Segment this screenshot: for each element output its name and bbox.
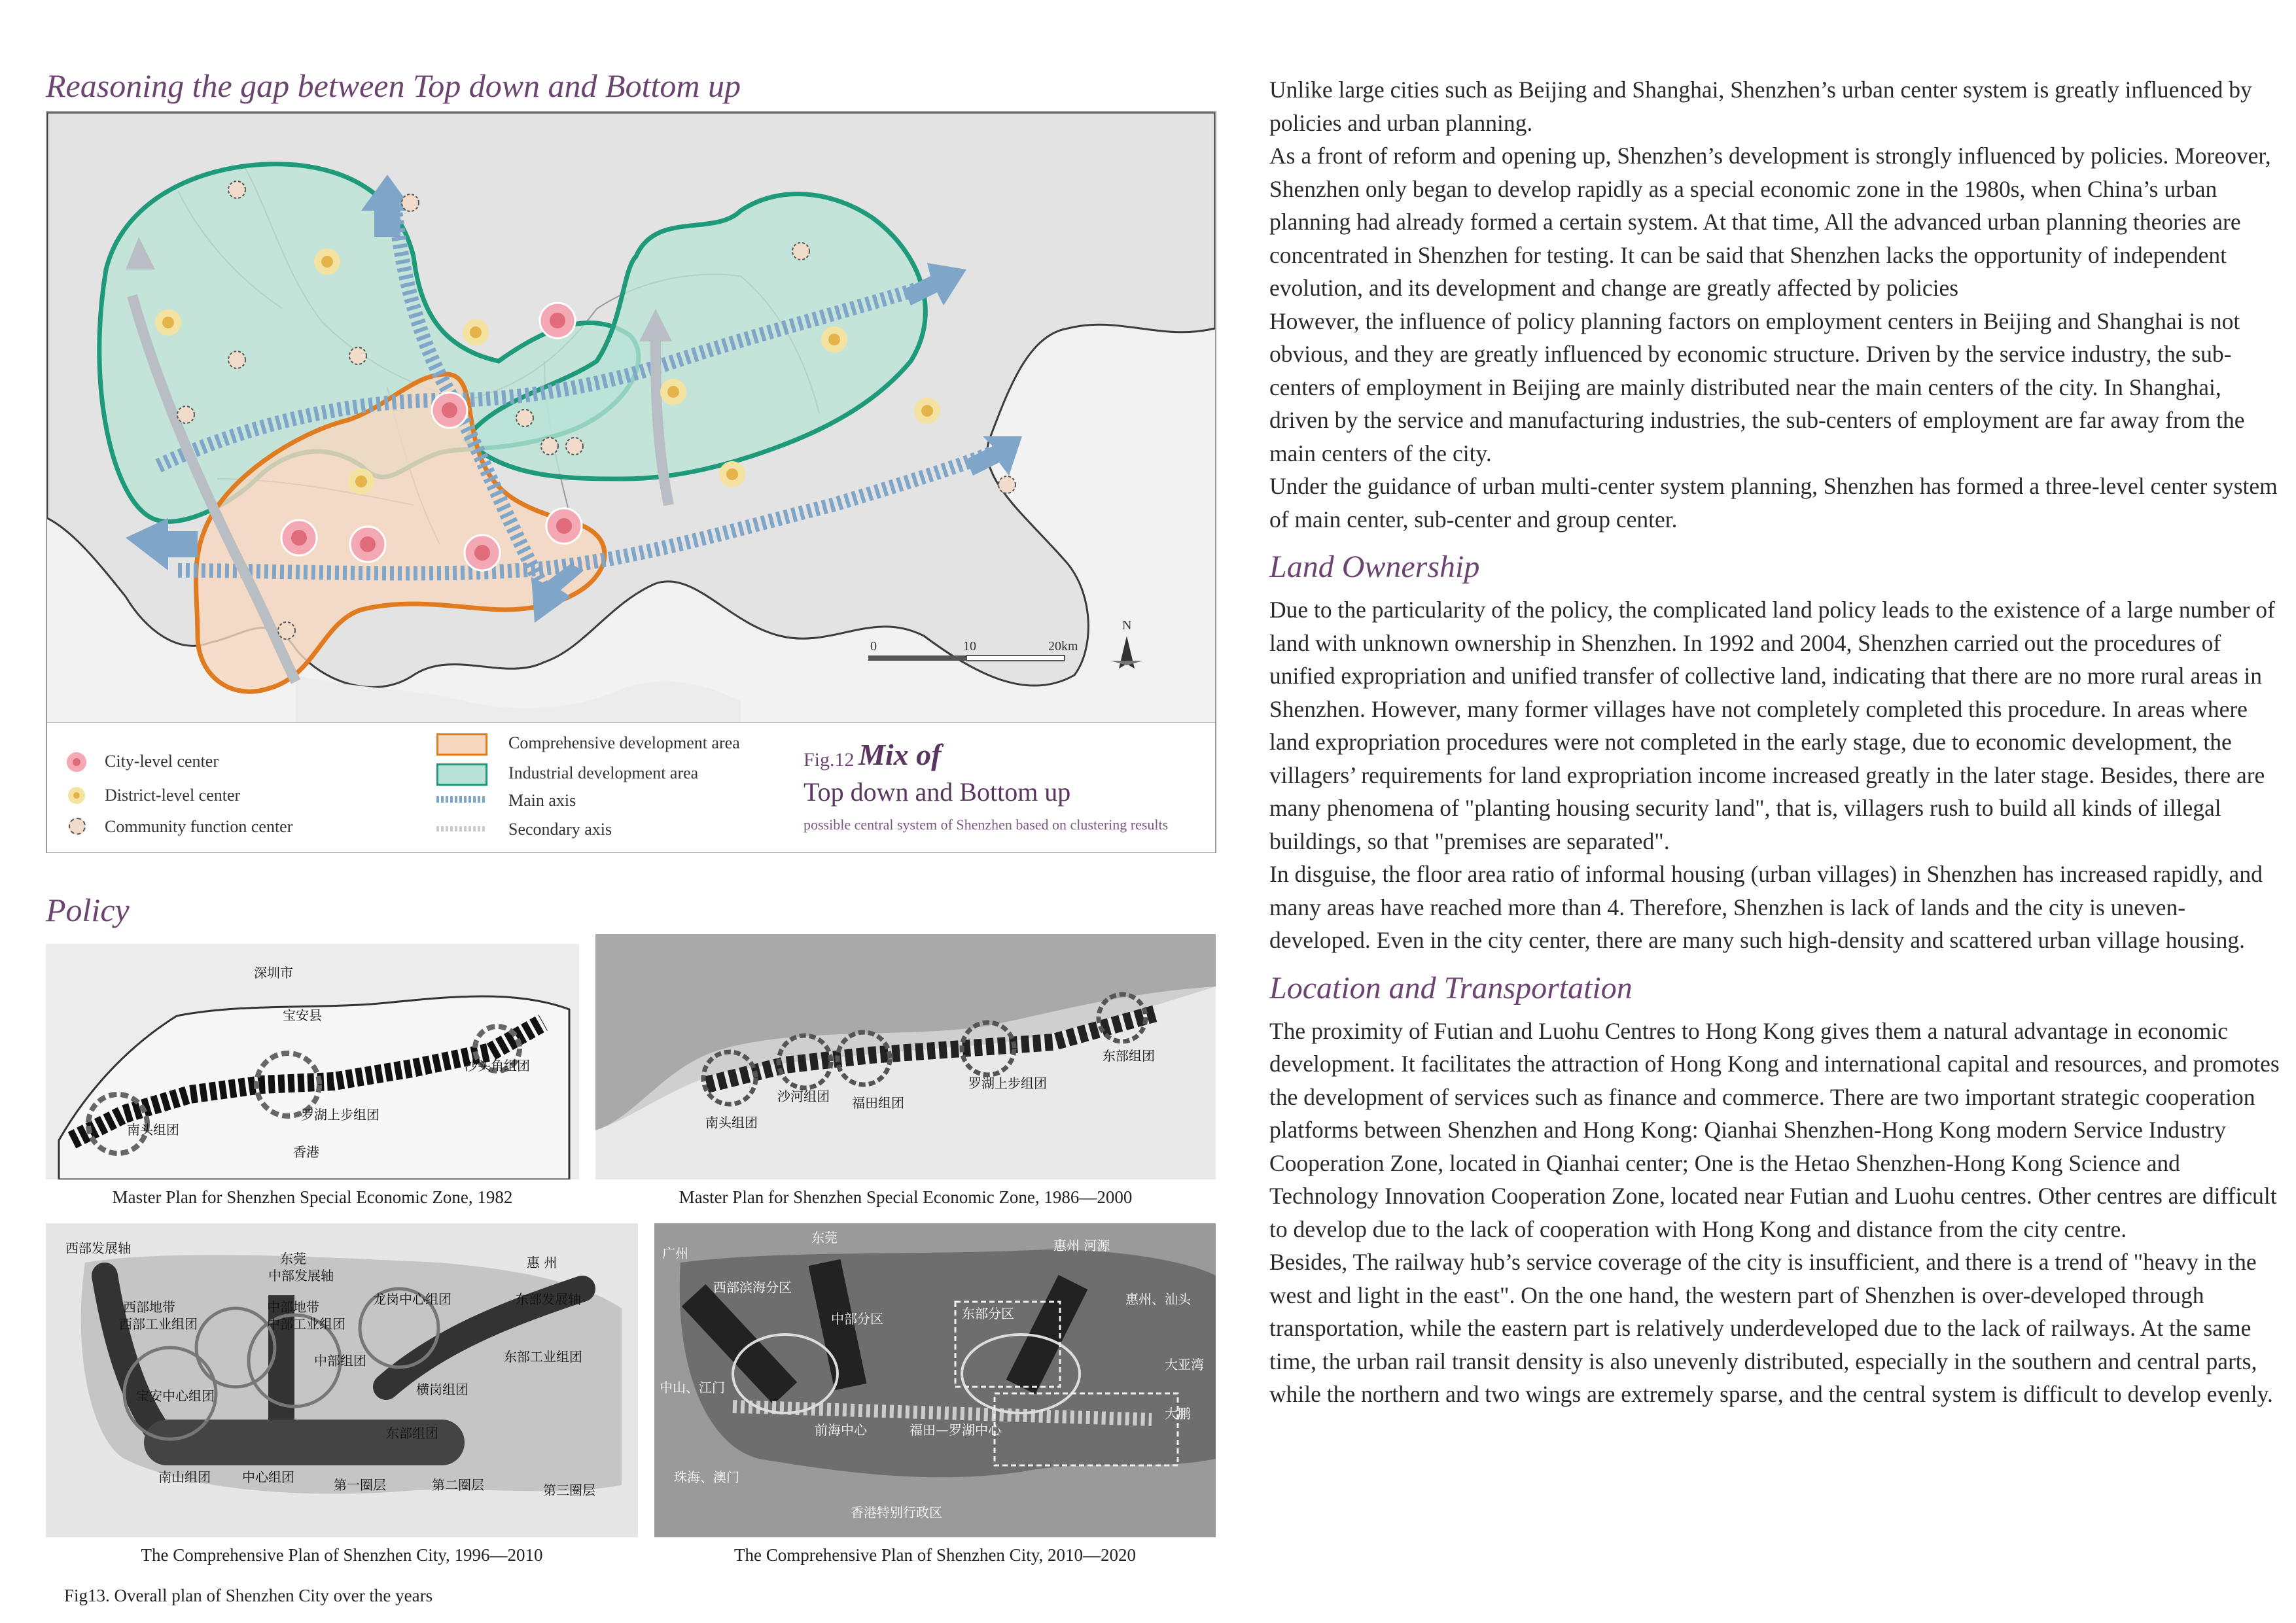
plan4-label-2: 惠州 河源 xyxy=(1053,1238,1110,1253)
shenzhen-center-map xyxy=(47,113,1215,722)
plan2-label-nantou: 南头组团 xyxy=(705,1115,758,1130)
north-label: N xyxy=(1122,618,1132,633)
land-paragraph-2: In disguise, the floor area ratio of informal housing (urban villages) in Shenzhen has increased rapidly, and many areas have reached more than 4. Therefore, Shenzhen is lack of lands and the city is uneven-developed. Even in the city center, there are many such high-density and scattered urban village housing. xyxy=(1269,861,2263,953)
scale-label-20: 20km xyxy=(1048,639,1078,654)
plan3-label-4: 西部地带 xyxy=(123,1299,175,1315)
city-center-symbol xyxy=(67,752,86,772)
plan1-caption: Master Plan for Shenzhen Special Economic Zone, 1982 xyxy=(112,1187,513,1207)
plan4-label-5: 东部分区 xyxy=(962,1306,1014,1321)
policy-paragraph: As a front of reform and opening up, Shenzhen’s development is strongly influenced by policies. Moreover, Shenzhen only began to develop rapidly as a special economic zone in the 1980s, when China’s urban planning had already formed a certain system. At that time, All the advanced urban planning theories are concentrated in Shenzhen for testing. It can be said that Shenzhen lacks the opportunity of independent evolution, and its development and change are greatly affected by policies xyxy=(1269,143,2271,301)
legend-industrial: Industrial development area xyxy=(508,763,699,782)
plan4-label-4: 中部分区 xyxy=(831,1311,883,1327)
plan2-label-futian: 福田组团 xyxy=(852,1095,904,1111)
plan2-label-dongbu: 东部组团 xyxy=(1103,1048,1155,1064)
fig13-caption: Fig13. Overall plan of Shenzhen City over the years xyxy=(64,1586,433,1605)
industrial-swatch xyxy=(436,763,487,786)
plan3-label-10: 东部工业组团 xyxy=(504,1349,582,1365)
plan3-label-16: 中心组团 xyxy=(242,1469,294,1485)
legend-comprehensive: Comprehensive development area xyxy=(508,733,740,752)
plan3-label-2: 惠 州 xyxy=(527,1255,557,1270)
plan4-caption: The Comprehensive Plan of Shenzhen City, 2010—2020 xyxy=(734,1545,1136,1565)
fig12-title-italic: Mix of xyxy=(858,738,942,771)
plan4-label-12: 珠海、澳门 xyxy=(674,1469,739,1485)
fig12-title-line2: Top down and Bottom up xyxy=(804,777,1071,807)
plan1-label-luohu: 罗湖上步组团 xyxy=(301,1107,380,1123)
legend-district-level: District-level center xyxy=(105,786,241,805)
scale-bar xyxy=(868,655,1065,661)
community-center-symbol xyxy=(69,818,86,835)
location-heading: Location and Transportation xyxy=(1269,970,1633,1005)
plan3-label-14: 东部组团 xyxy=(386,1425,438,1441)
policy-title: Policy xyxy=(46,892,130,928)
plan4-label-1: 东莞 xyxy=(811,1230,838,1246)
plan4-label-7: 中山、江门 xyxy=(660,1380,725,1395)
legend-main-axis: Main axis xyxy=(508,791,576,810)
plan3-label-7: 东部发展轴 xyxy=(516,1291,581,1307)
plan1-label-baoan: 宝安县 xyxy=(283,1007,322,1023)
plan-1986-image xyxy=(595,934,1216,1179)
comparison-paragraph: However, the influence of policy planning factors on employment centers in Beijing and Shanghai is not obvious, and they are greatly influenced by economic structure. Driven by the service industry, the sub-centers of employment in Beijing are mainly distributed near the main centers of the city. In Shanghai, driven by the service and manufacturing industries, the sub-centers of employment are far away from the main centers of the city. xyxy=(1269,307,2245,466)
fig12-prefix: Fig.12 xyxy=(804,749,855,771)
district-center-symbol xyxy=(68,787,85,804)
plan1-label-hongkong: 香港 xyxy=(293,1144,319,1160)
scale-label-10: 10 xyxy=(963,639,976,654)
plan4-label-6: 惠州、汕头 xyxy=(1125,1291,1191,1307)
plan3-label-19: 第三圈层 xyxy=(543,1482,595,1498)
plan1-label-shenzhen: 深圳市 xyxy=(254,965,293,981)
secondary-axis-swatch xyxy=(436,826,486,831)
plan4-label-9: 前海中心 xyxy=(815,1422,867,1438)
plan3-label-1: 东莞 xyxy=(280,1251,306,1266)
map-legend xyxy=(47,722,1215,852)
fig12-map-panel xyxy=(46,111,1216,853)
plan3-label-18: 第二圈层 xyxy=(432,1477,484,1493)
plan3-label-5: 中部地带 xyxy=(267,1299,319,1315)
plan3-label-6: 龙岗中心组团 xyxy=(373,1291,451,1307)
plan3-label-8: 西部工业组团 xyxy=(119,1316,198,1332)
plan-2010-image xyxy=(654,1223,1216,1537)
main-axis-swatch xyxy=(436,796,486,803)
plan3-label-13: 横岗组团 xyxy=(416,1382,468,1397)
fig12-subtitle: possible central system of Shenzhen based on clustering results xyxy=(804,816,1169,833)
scale-label-0: 0 xyxy=(870,639,877,654)
plan1-label-shatoujiao: 沙头角组团 xyxy=(465,1058,530,1073)
plan3-label-12: 宝安中心组团 xyxy=(136,1388,215,1404)
right-text-column xyxy=(1269,73,2280,1411)
legend-secondary-axis: Secondary axis xyxy=(508,820,612,839)
plan4-label-13: 香港特别行政区 xyxy=(851,1505,942,1520)
plan3-label-15: 南山组团 xyxy=(158,1469,211,1485)
plan3-label-11: 中部组团 xyxy=(314,1353,366,1369)
plan3-label-0: 西部发展轴 xyxy=(65,1240,131,1256)
plan-1982-image xyxy=(46,944,579,1179)
plan2-label-shahe: 沙河组团 xyxy=(777,1089,830,1104)
intro-paragraph: Unlike large cities such as Beijing and Shanghai, Shenzhen’s urban center system is greatly influenced by policies and urban planning. xyxy=(1269,77,2252,136)
plan4-label-10: 福田—罗湖中心 xyxy=(910,1422,1001,1438)
plan4-label-8: 大亚湾 xyxy=(1165,1357,1204,1372)
plan3-label-3: 中部发展轴 xyxy=(268,1268,334,1283)
location-paragraph-1: The proximity of Futian and Luohu Centres to Hong Kong gives them a natural advantage in economic development. It facilitates the attraction of Hong Kong and international capital and resources, and promotes the development of services such as finance and commerce. There are two important strategic cooperation platforms between Shenzhen and Hong Kong: Qianhai Shenzhen-Hong Kong modern Service Industry Cooperation Zone, located in Qianhai center; One is the Hetao Shenzhen-Hong Kong Science and Technology Innovation Cooperation Zone, located near Futian and Luohu centres. Other centres are difficult to develop due to the lack of cooperation with Hong Kong and distance from the city centre. xyxy=(1269,1017,2280,1242)
legend-city-level: City-level center xyxy=(105,752,219,771)
location-paragraph-2: Besides, The railway hub’s service coverage of the city is insufficient, and there is a trend of "heavy in the west and light in the east". On the one hand, the western part of Shenzhen is over-developed through transportation, while the eastern part is relatively underdeveloped due to the lack of railways. At the same time, the urban rail transit density is also unevenly distributed, especially in the southern and central parts, while the northern and two wings are extremely sparse, and the central system is difficult to develop evenly. xyxy=(1269,1249,2273,1407)
comprehensive-swatch xyxy=(436,733,487,756)
plan1-label-nantou: 南头组团 xyxy=(127,1122,179,1138)
plan4-label-0: 广州 xyxy=(662,1246,688,1261)
plan-1996-image xyxy=(46,1223,638,1537)
map-section-title: Reasoning the gap between Top down and Bottom up xyxy=(46,67,741,104)
land-ownership-heading: Land Ownership xyxy=(1269,550,1480,584)
plan4-label-11: 大鹏 xyxy=(1165,1406,1191,1422)
plan3-label-17: 第一圈层 xyxy=(334,1477,386,1493)
plan4-label-3: 西部滨海分区 xyxy=(713,1280,792,1295)
plan3-caption: The Comprehensive Plan of Shenzhen City, 1996—2010 xyxy=(141,1545,543,1565)
multicenter-paragraph: Under the guidance of urban multi-center system planning, Shenzhen has formed a three-level center system of main center, sub-center and group center. xyxy=(1269,473,2278,532)
legend-community: Community function center xyxy=(105,817,293,836)
land-paragraph-1: Due to the particularity of the policy, the complicated land policy leads to the existence of a large number of land with unknown ownership in Shenzhen. In 1992 and 2004, Shenzhen carried out the procedures of unified expropriation and unified transfer of collective land, indicating that there are no more rural areas in Shenzhen. However, many former villages have not completely completed this procedure. In areas where land expropriation procedures were not completed in the early stage, due to economic development, the villagers’ requirements for land expropriation income increased greatly in the later stage. Besides, there are many phenomena of "planting housing security land", that is, villagers rush to build all kinds of illegal buildings, so that "premises are separated". xyxy=(1269,597,2275,854)
plan2-label-luohu: 罗湖上步组团 xyxy=(968,1075,1047,1091)
plan3-label-9: 中部工业组团 xyxy=(267,1316,345,1332)
plan2-caption: Master Plan for Shenzhen Special Economic Zone, 1986—2000 xyxy=(679,1187,1133,1207)
